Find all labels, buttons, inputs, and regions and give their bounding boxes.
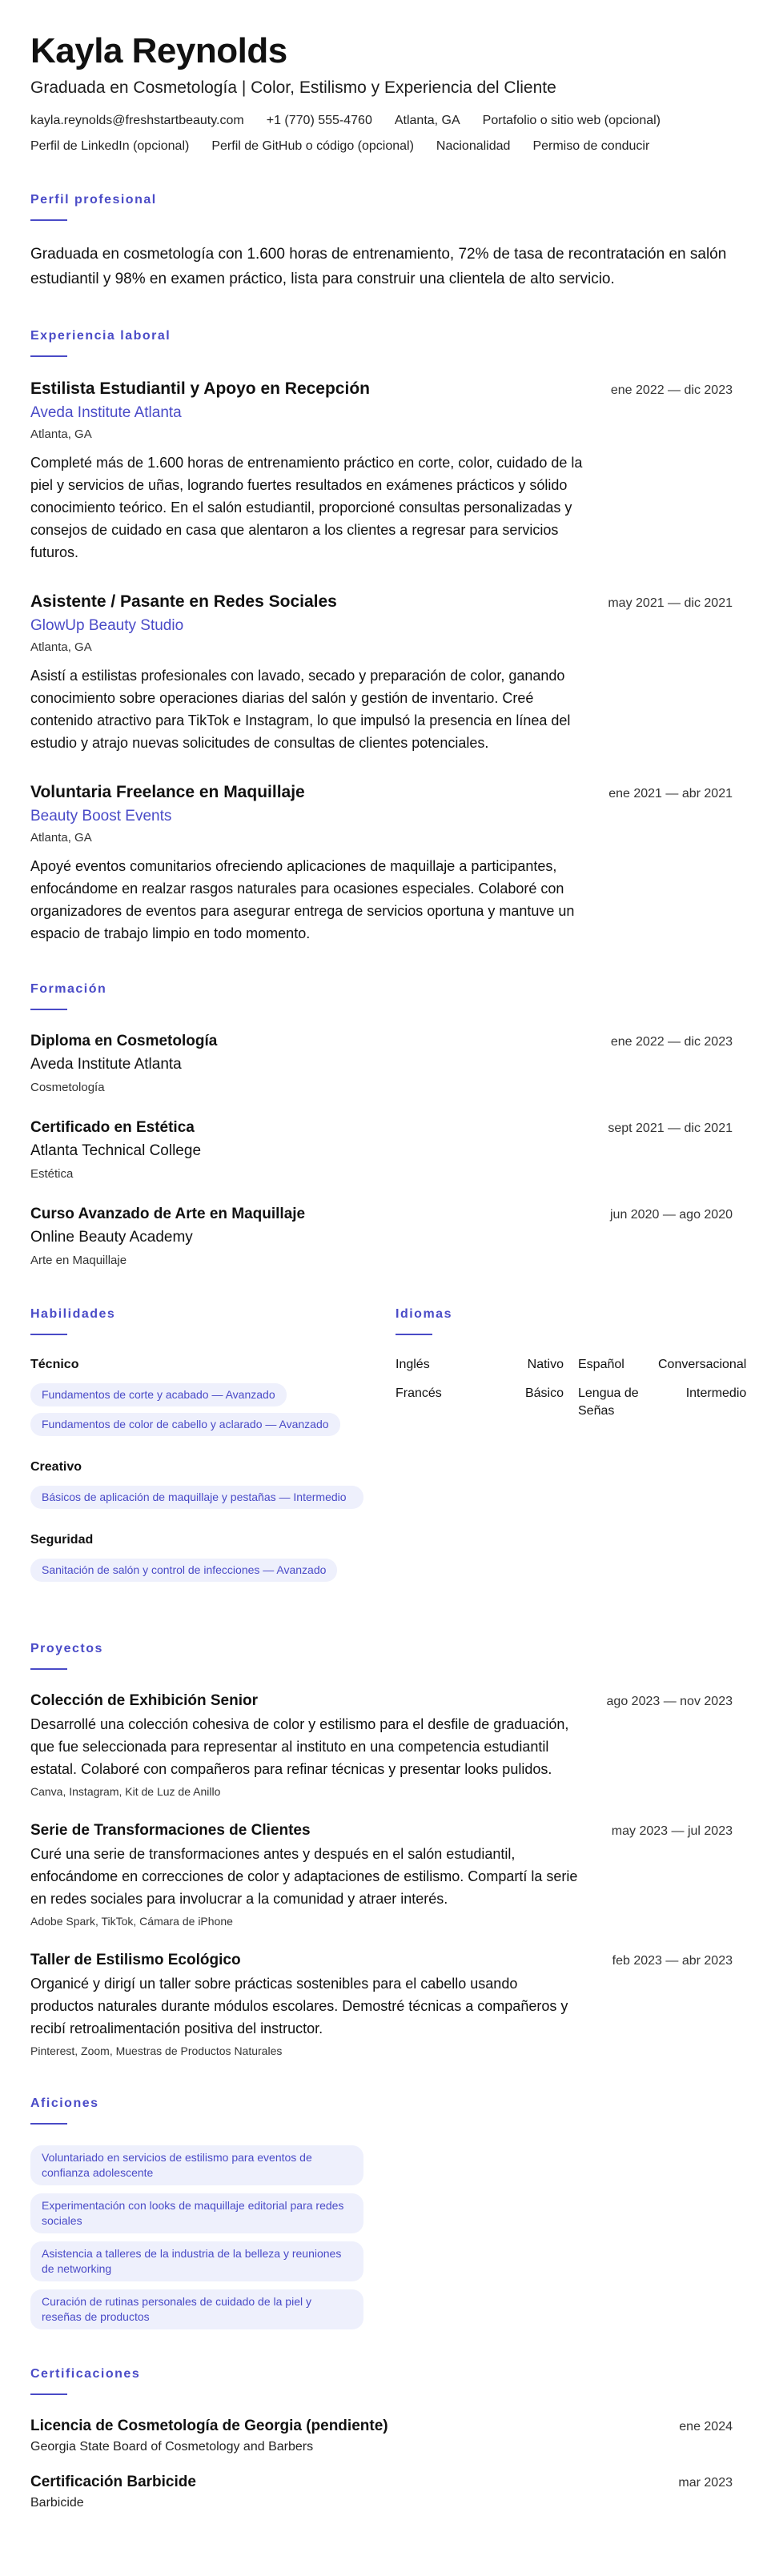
- school-name: Atlanta Technical College: [30, 1142, 202, 1159]
- education-section: [30, 981, 733, 1270]
- job-title: Estilista Estudiantil y Apoyo en Recepción: [30, 379, 370, 398]
- certifications-section: [30, 2366, 733, 2512]
- section-title: Aficiones: [30, 2097, 99, 2110]
- education-entry: [30, 1031, 733, 1097]
- language-level: Conversacional: [658, 1358, 747, 1371]
- contact-github[interactable]: Perfil de GitHub o código (opcional): [211, 139, 414, 153]
- section-title: Formación: [30, 982, 107, 996]
- job-title: Asistente / Pasante en Redes Sociales: [30, 592, 337, 611]
- language-row: [396, 1385, 746, 1420]
- skill-category: Seguridad: [30, 1533, 94, 1547]
- hobby-tag: Curación de rutinas personales de cuidado de la piel y reseñas de productos: [30, 2289, 363, 2329]
- project-description: Curé una serie de transformaciones antes y después en el salón estudiantil, enfocándome en correcciones de color y adaptaciones de estilismo. Compartí la serie en redes sociales para involucrar a la comunidad y atraer interés.: [30, 1846, 578, 1907]
- section-divider: [30, 219, 67, 221]
- school-name: Online Beauty Academy: [30, 1229, 193, 1246]
- language-level: Básico: [524, 1386, 564, 1400]
- study-field: Cosmetología: [30, 1081, 105, 1094]
- profile-summary: Graduada en cosmetología con 1.600 horas de entrenamiento, 72% de tasa de recontratación en salón estudiantil y 98% en examen práctico, lista para construir una clientela de alto servicio.: [30, 246, 727, 287]
- project-description: Desarrollé una colección cohesiva de color y estilismo para el desfile de graduación, que fue seleccionada para representar al instituto en una competencia estudiantil estatal. Colaboré con compañeros para refinar técnicas y presentar looks pulidos.: [30, 1716, 569, 1777]
- job-location: Atlanta, GA: [30, 427, 92, 441]
- section-title: Habilidades: [30, 1307, 116, 1321]
- project-tools: Canva, Instagram, Kit de Luz de Anillo: [30, 1785, 221, 1798]
- profile-section: [30, 192, 733, 291]
- hobby-tag: Voluntariado en servicios de estilismo para eventos de confianza adolescente: [30, 2145, 363, 2185]
- job-location: Atlanta, GA: [30, 831, 92, 845]
- section-divider: [396, 1334, 432, 1335]
- contact-nationality: Nacionalidad: [436, 139, 511, 153]
- degree-name: Certificado en Estética: [30, 1119, 195, 1136]
- section-title: Experiencia laboral: [30, 329, 171, 343]
- skill-group: [30, 1459, 363, 1515]
- education-entry: [30, 1117, 733, 1183]
- section-title: Certificaciones: [30, 2367, 141, 2381]
- project-name: Serie de Transformaciones de Clientes: [30, 1822, 311, 1839]
- certification-entry: [30, 2416, 733, 2456]
- section-title: Perfil profesional: [30, 193, 157, 207]
- education-dates: sept 2021 — dic 2021: [608, 1121, 733, 1135]
- experience-entry: [30, 378, 733, 564]
- project-description: Organicé y dirigí un taller sobre prácticas sostenibles para el cabello usando productos naturales durante módulos escolares. Demostré técnicas a compañeros y recibí retroalimentación positiva del instructor.: [30, 1976, 568, 2036]
- school-name: Aveda Institute Atlanta: [30, 1056, 182, 1073]
- certification-date: ene 2024: [679, 2420, 733, 2434]
- contact-linkedin[interactable]: Perfil de LinkedIn (opcional): [30, 139, 190, 153]
- skill-category: Creativo: [30, 1460, 82, 1474]
- skill-tag: Fundamentos de color de cabello y aclarado — Avanzado: [30, 1413, 340, 1436]
- section-divider: [30, 1334, 67, 1335]
- skill-category: Técnico: [30, 1358, 79, 1371]
- job-description: Asistí a estilistas profesionales con lavado, secado y preparación de color, ganando conocimiento sobre operaciones diarias del salón y gestión de inventario. Creé contenido atractivo para TikTok e Instagram, lo que impulsó la presencia en línea del estudio y atrajo nuevas solicitudes de consultas de clientes potenciales.: [30, 668, 571, 751]
- contact-driving-license: Permiso de conducir: [532, 139, 650, 153]
- project-entry: [30, 1820, 733, 1929]
- company-name: Beauty Boost Events: [30, 808, 172, 825]
- job-dates: ene 2021 — abr 2021: [608, 787, 733, 800]
- job-dates: may 2021 — dic 2021: [608, 596, 733, 610]
- project-dates: feb 2023 — abr 2023: [612, 1954, 733, 1968]
- languages-section: [396, 1306, 746, 1604]
- project-name: Colección de Exhibición Senior: [30, 1692, 258, 1709]
- certification-date: mar 2023: [678, 2476, 733, 2490]
- contact-phone[interactable]: +1 (770) 555-4760: [266, 114, 372, 127]
- project-entry: [30, 1691, 733, 1800]
- certification-entry: [30, 2472, 733, 2512]
- language-row: [396, 1356, 746, 1374]
- language-level: Nativo: [527, 1358, 564, 1371]
- project-tools: Pinterest, Zoom, Muestras de Productos Naturales: [30, 2044, 283, 2057]
- candidate-name: Kayla Reynolds: [30, 31, 287, 70]
- job-dates: ene 2022 — dic 2023: [610, 383, 733, 397]
- certification-issuer: Georgia State Board of Cosmetology and Barbers: [30, 2440, 314, 2454]
- degree-name: Curso Avanzado de Arte en Maquillaje: [30, 1206, 306, 1222]
- skills-languages-row: [30, 1306, 747, 1604]
- projects-section: [30, 1641, 733, 2059]
- certification-name: Licencia de Cosmetología de Georgia (pendiente): [30, 2418, 388, 2434]
- section-title: Idiomas: [396, 1307, 452, 1321]
- skill-tag: Fundamentos de corte y acabado — Avanzado: [30, 1383, 287, 1406]
- skills-section: [30, 1306, 363, 1604]
- language-name: Francés: [396, 1386, 442, 1400]
- job-title: Voluntaria Freelance en Maquillaje: [30, 783, 305, 801]
- education-dates: jun 2020 — ago 2020: [609, 1208, 733, 1222]
- skill-group: [30, 1531, 363, 1588]
- degree-name: Diploma en Cosmetología: [30, 1033, 218, 1049]
- skill-group: [30, 1356, 363, 1442]
- education-dates: ene 2022 — dic 2023: [610, 1035, 733, 1049]
- contact-portfolio[interactable]: Portafolio o sitio web (opcional): [482, 114, 661, 127]
- section-title: Proyectos: [30, 1642, 103, 1655]
- education-entry: [30, 1204, 733, 1270]
- study-field: Arte en Maquillaje: [30, 1254, 127, 1267]
- project-dates: may 2023 — jul 2023: [611, 1824, 733, 1838]
- contact-list: [30, 112, 733, 155]
- section-divider: [30, 1009, 67, 1010]
- skill-tag: Sanitación de salón y control de infecciones — Avanzado: [30, 1559, 337, 1582]
- hobbies-section: [30, 2096, 733, 2329]
- contact-email[interactable]: kayla.reynolds@freshstartbeauty.com: [30, 114, 244, 127]
- experience-entry: [30, 591, 733, 754]
- section-divider: [30, 355, 67, 357]
- language-name: Inglés: [396, 1358, 430, 1371]
- skill-tag: Básicos de aplicación de maquillaje y pestañas — Intermedio: [30, 1486, 363, 1509]
- language-level: Intermedio: [685, 1386, 747, 1400]
- company-name: Aveda Institute Atlanta: [30, 404, 182, 421]
- project-tools: Adobe Spark, TikTok, Cámara de iPhone: [30, 1915, 233, 1928]
- resume-header: [30, 30, 733, 155]
- hobby-tag: Asistencia a talleres de la industria de la belleza y reuniones de networking: [30, 2241, 363, 2281]
- experience-section: [30, 328, 733, 945]
- certification-issuer: Barbicide: [30, 2496, 84, 2510]
- project-entry: [30, 1950, 733, 2059]
- section-divider: [30, 2393, 67, 2395]
- language-name: Español: [578, 1358, 624, 1371]
- job-description: Completé más de 1.600 horas de entrenamiento práctico en corte, color, cuidado de la piel y servicios de uñas, logrando fuertes resultados en exámenes prácticos y sólido conocimiento teórico. En el salón estudiantil, proporcioné consultas personalizadas y consejos de cuidado en casa que alentaron a los clientes a regresar para servicios futuros.: [30, 455, 583, 560]
- company-name: GlowUp Beauty Studio: [30, 617, 184, 634]
- study-field: Estética: [30, 1167, 74, 1181]
- language-name: Lengua de Señas: [578, 1386, 639, 1418]
- project-dates: ago 2023 — nov 2023: [606, 1695, 733, 1708]
- candidate-headline: Graduada en Cosmetología | Color, Estilismo y Experiencia del Cliente: [30, 78, 556, 97]
- experience-entry: [30, 781, 733, 945]
- certification-name: Certificación Barbicide: [30, 2474, 196, 2490]
- job-location: Atlanta, GA: [30, 640, 92, 654]
- job-description: Apoyé eventos comunitarios ofreciendo aplicaciones de maquillaje a participantes, enfocándome en realzar rasgos naturales para ocasiones especiales. Colaboré con organizadores de eventos para asegurar entrega de servicios oportuna y mantuve un espacio de trabajo limpio en todo momento.: [30, 858, 575, 941]
- hobby-tag: Experimentación con looks de maquillaje editorial para redes sociales: [30, 2193, 363, 2233]
- section-divider: [30, 2123, 67, 2125]
- project-name: Taller de Estilismo Ecológico: [30, 1952, 241, 1968]
- contact-location: Atlanta, GA: [394, 114, 460, 127]
- section-divider: [30, 1668, 67, 1670]
